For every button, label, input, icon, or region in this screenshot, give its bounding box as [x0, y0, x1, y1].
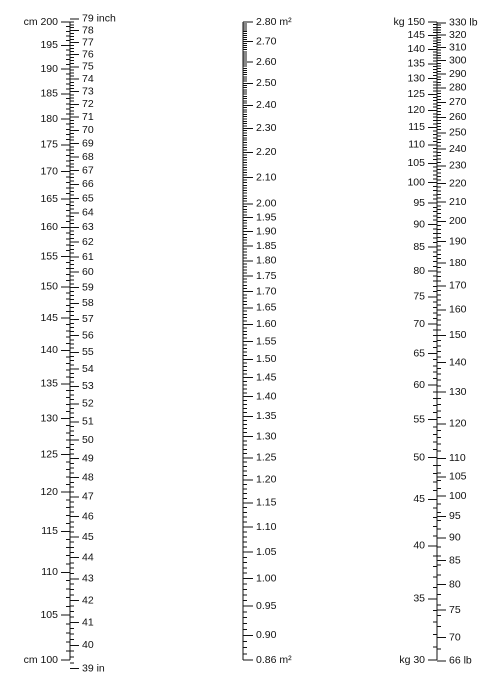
inch-tick-label: 74 [82, 72, 94, 85]
lb-tick-label: 190 [449, 235, 467, 248]
inch-tick-label: 57 [82, 313, 94, 326]
inch-tick-label: 61 [82, 250, 94, 263]
inch-tick-label: 46 [82, 510, 94, 523]
lb-tick-label: 240 [449, 142, 467, 155]
cm-tick-label: 120 [40, 485, 58, 498]
cm-tick-label: 130 [40, 412, 58, 425]
kg-tick-label: 125 [407, 88, 425, 101]
surface-area-tick-label: 1.50 [256, 353, 277, 366]
kg-tick-label: 40 [413, 539, 425, 552]
surface-area-tick-label: 1.45 [256, 371, 277, 384]
surface-area-scale [243, 16, 292, 666]
inch-tick-label: 45 [82, 530, 94, 543]
surface-area-tick-label: 2.30 [256, 122, 277, 135]
kg-tick-label: 70 [413, 317, 425, 330]
surface-area-tick-label: 1.30 [256, 430, 277, 443]
surface-area-tick-label: 1.70 [256, 285, 277, 298]
cm-tick-label: 115 [41, 525, 58, 538]
surface-area-tick-label: 1.35 [256, 410, 277, 423]
lb-tick-label: 150 [449, 329, 467, 342]
lb-tick-label: 220 [449, 177, 467, 190]
surface-area-tick-label: 1.65 [256, 301, 277, 314]
lb-tick-label: 120 [449, 417, 467, 430]
inch-tick-label: 47 [82, 490, 94, 503]
inch-tick-label: 76 [82, 48, 94, 61]
cm-tick-label: 190 [40, 62, 58, 75]
inch-tick-label: 75 [82, 60, 94, 73]
kg-tick-label: 110 [408, 138, 425, 151]
cm-tick-label: 110 [41, 566, 58, 579]
surface-area-tick-label: 2.50 [256, 77, 277, 90]
lb-tick-label: 330 lb [449, 16, 478, 29]
surface-area-tick-label: 0.90 [256, 629, 277, 642]
kg-tick-label: 145 [407, 29, 425, 42]
surface-area-tick-label: 2.00 [256, 197, 277, 210]
inch-tick-label: 77 [82, 36, 94, 49]
inch-tick-label: 71 [82, 111, 94, 124]
inch-tick-label: 51 [82, 415, 94, 428]
lb-tick-label: 260 [449, 111, 467, 124]
kg-tick-label: 140 [407, 43, 425, 56]
cm-tick-label: 195 [40, 39, 58, 52]
kg-tick-label: kg 150 [393, 15, 425, 28]
inch-tick-label: 56 [82, 329, 94, 342]
lb-tick-label: 300 [449, 54, 467, 67]
cm-tick-label: 185 [40, 87, 58, 100]
cm-tick-label: 170 [40, 165, 58, 178]
kg-tick-label: 35 [413, 592, 425, 605]
surface-area-tick-label: 1.90 [256, 225, 277, 238]
inch-tick-label: 41 [82, 616, 94, 629]
inch-tick-label: 48 [82, 471, 94, 484]
surface-area-tick-label: 2.10 [256, 171, 277, 184]
inch-tick-label: 43 [82, 572, 94, 585]
surface-area-tick-label: 1.95 [256, 211, 277, 224]
height-scale [24, 13, 116, 675]
cm-tick-label: 125 [40, 448, 58, 461]
kg-tick-label: 45 [413, 493, 425, 506]
inch-tick-label: 79 inch [82, 12, 116, 25]
inch-tick-label: 64 [82, 206, 94, 219]
kg-tick-label: 115 [408, 121, 425, 134]
inch-tick-label: 59 [82, 281, 94, 294]
surface-area-tick-label: 2.40 [256, 99, 277, 112]
lb-tick-label: 85 [449, 554, 461, 567]
surface-area-tick-label: 1.85 [256, 239, 277, 252]
inch-tick-label: 60 [82, 265, 94, 278]
surface-area-tick-label: 1.75 [256, 269, 277, 282]
cm-tick-label: 105 [40, 608, 58, 621]
lb-tick-label: 130 [449, 385, 467, 398]
inch-tick-label: 40 [82, 639, 94, 652]
cm-tick-label: 160 [40, 221, 58, 234]
inch-tick-label: 49 [82, 452, 94, 465]
lb-tick-label: 290 [449, 67, 467, 80]
inch-tick-label: 53 [82, 380, 94, 393]
lb-tick-label: 200 [449, 215, 467, 228]
inch-tick-label: 73 [82, 85, 94, 98]
inch-tick-label: 70 [82, 124, 94, 137]
lb-tick-label: 250 [449, 126, 467, 139]
kg-tick-label: 135 [407, 57, 425, 70]
lb-tick-label: 280 [449, 81, 467, 94]
cm-tick-label: 135 [40, 377, 58, 390]
surface-area-tick-label: 1.00 [256, 572, 277, 585]
kg-tick-label: 65 [413, 347, 425, 360]
lb-tick-label: 210 [449, 195, 467, 208]
cm-tick-label: 155 [40, 250, 58, 263]
surface-area-tick-label: 1.15 [256, 496, 277, 509]
lb-tick-label: 75 [449, 603, 461, 616]
inch-tick-label: 63 [82, 221, 94, 234]
cm-tick-label: 140 [40, 344, 58, 357]
kg-tick-label: 85 [413, 240, 425, 253]
surface-area-tick-label: 1.55 [256, 335, 277, 348]
surface-area-tick-label: 1.80 [256, 254, 277, 267]
inch-tick-label: 78 [82, 24, 94, 37]
inch-tick-label: 54 [82, 362, 94, 375]
inch-tick-label: 44 [82, 551, 94, 564]
cm-tick-label: cm 200 [23, 15, 58, 28]
surface-area-tick-label: 2.80 m² [256, 15, 292, 28]
surface-area-tick-label: 2.20 [256, 146, 277, 159]
lb-tick-label: 70 [449, 631, 461, 644]
inch-tick-label: 58 [82, 297, 94, 310]
surface-area-tick-label: 1.25 [256, 451, 277, 464]
kg-tick-label: 90 [413, 218, 425, 231]
lb-tick-label: 270 [449, 96, 467, 109]
lb-tick-label: 105 [449, 470, 467, 483]
inch-tick-label: 67 [82, 164, 94, 177]
kg-tick-label: 100 [407, 176, 425, 189]
kg-tick-label: kg 30 [399, 653, 425, 666]
kg-tick-label: 50 [413, 451, 425, 464]
inch-tick-label: 62 [82, 235, 94, 248]
kg-tick-label: 80 [413, 264, 425, 277]
surface-area-tick-label: 1.10 [256, 520, 277, 533]
inch-tick-label: 39 in [82, 662, 105, 675]
cm-tick-label: cm 100 [23, 653, 58, 666]
kg-tick-label: 120 [407, 104, 425, 117]
cm-tick-label: 145 [40, 311, 58, 324]
lb-tick-label: 110 [449, 452, 466, 465]
surface-area-tick-label: 2.60 [256, 55, 277, 68]
lb-tick-label: 140 [449, 356, 467, 369]
lb-tick-label: 230 [449, 159, 467, 172]
lb-tick-label: 90 [449, 531, 461, 544]
cm-tick-label: 175 [40, 138, 58, 151]
surface-area-tick-label: 1.05 [256, 545, 277, 558]
cm-tick-label: 150 [40, 280, 58, 293]
lb-tick-label: 310 [449, 41, 467, 54]
surface-area-tick-label: 2.70 [256, 35, 277, 48]
surface-area-tick-label: 0.95 [256, 599, 277, 612]
inch-tick-label: 55 [82, 346, 94, 359]
surface-area-tick-label: 1.40 [256, 390, 277, 403]
inch-tick-label: 42 [82, 594, 94, 607]
cm-tick-label: 180 [40, 112, 58, 125]
lb-tick-label: 66 lb [449, 654, 472, 667]
lb-tick-label: 95 [449, 510, 461, 523]
surface-area-tick-label: 1.20 [256, 473, 277, 486]
lb-tick-label: 80 [449, 578, 461, 591]
inch-tick-label: 65 [82, 192, 94, 205]
kg-tick-label: 95 [413, 196, 425, 209]
kg-tick-label: 55 [413, 413, 425, 426]
surface-area-tick-label: 1.60 [256, 318, 277, 331]
kg-tick-label: 60 [413, 379, 425, 392]
inch-tick-label: 72 [82, 98, 94, 111]
cm-tick-label: 165 [40, 192, 58, 205]
kg-tick-label: 75 [413, 290, 425, 303]
lb-tick-label: 160 [449, 303, 467, 316]
inch-tick-label: 52 [82, 397, 94, 410]
lb-tick-label: 170 [449, 279, 467, 292]
inch-tick-label: 68 [82, 150, 94, 163]
kg-tick-label: 105 [407, 157, 425, 170]
kg-tick-label: 130 [407, 72, 425, 85]
surface-area-tick-label: 0.86 m² [256, 653, 292, 666]
lb-tick-label: 320 [449, 28, 467, 41]
inch-tick-label: 69 [82, 137, 94, 150]
lb-tick-label: 100 [449, 489, 467, 502]
lb-tick-label: 180 [449, 256, 467, 269]
inch-tick-label: 66 [82, 178, 94, 191]
inch-tick-label: 50 [82, 433, 94, 446]
weight-scale [393, 16, 477, 667]
